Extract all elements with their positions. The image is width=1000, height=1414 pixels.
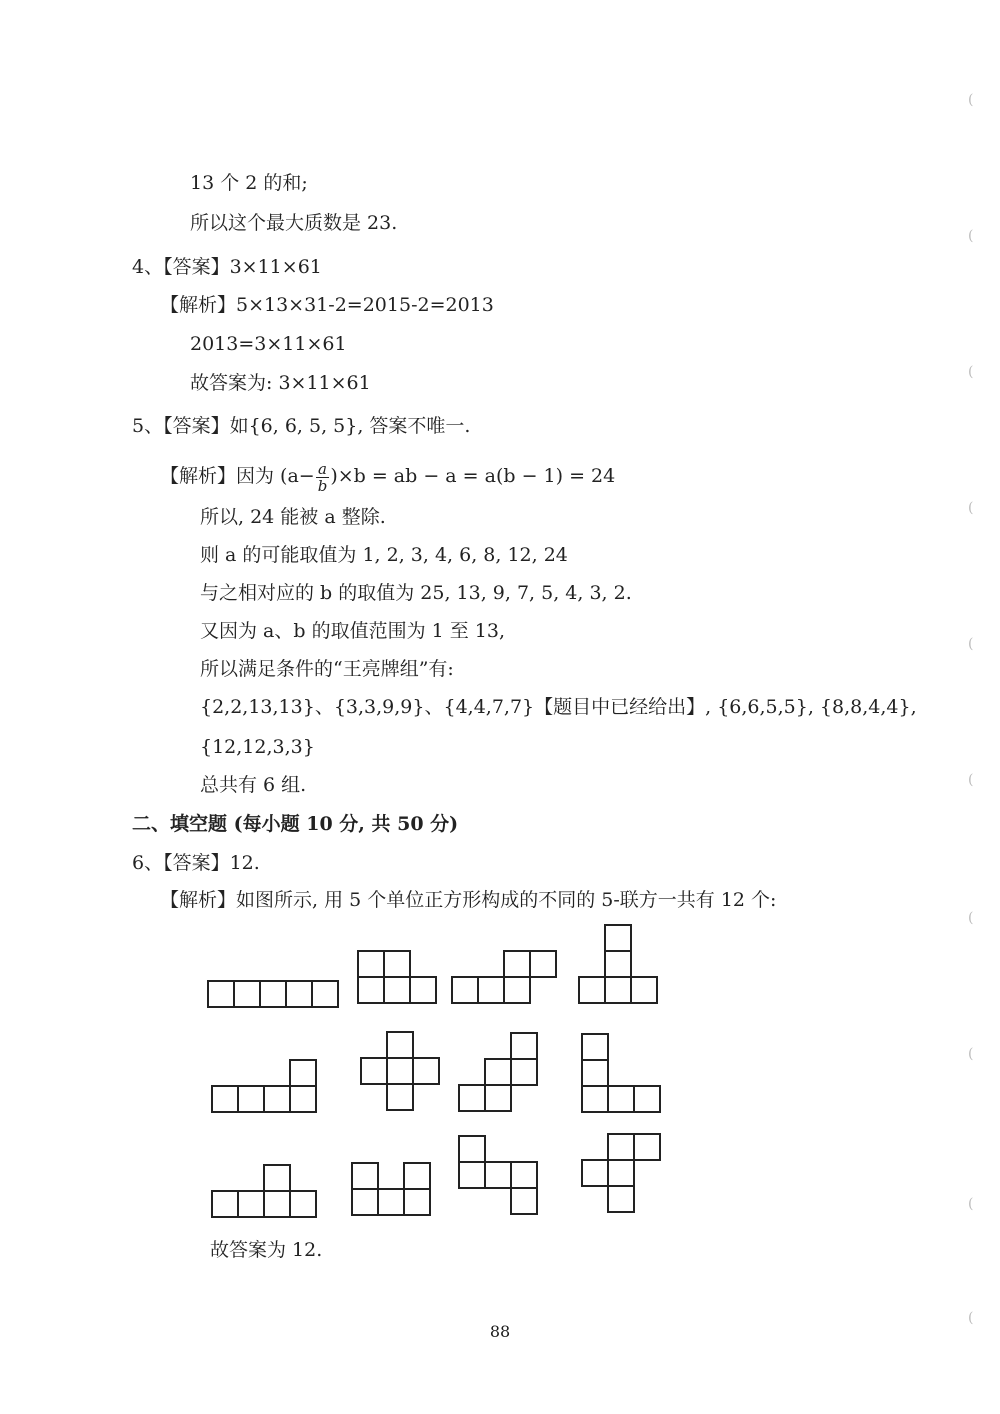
binder-mark: ( xyxy=(968,636,974,652)
pentomino-n xyxy=(452,951,556,1003)
text-line-b-values: 与之相对应的 b 的取值为 25, 13, 9, 7, 5, 4, 3, 2. xyxy=(200,582,632,604)
binder-mark: ( xyxy=(968,500,974,516)
text-line-largest-prime: 所以这个最大质数是 23. xyxy=(190,212,398,234)
binder-mark: ( xyxy=(968,1046,974,1062)
page-number: 88 xyxy=(489,1322,511,1341)
text-line-groups: {2,2,13,13}、{3,3,9,9}、{4,4,7,7}【题目中已经给出】, {6,6,5,5}, {8,8,4,4}, xyxy=(200,696,917,718)
text-line-total: 总共有 6 组. xyxy=(200,774,307,796)
binder-mark: ( xyxy=(968,228,974,244)
pentomino-u xyxy=(352,1163,430,1215)
pentomino-x xyxy=(361,1032,439,1110)
answer-4: 4、【答案】3×11×61 xyxy=(132,256,322,278)
pentomino-w xyxy=(459,1033,537,1111)
formula-prefix: 【解析】因为 (a− xyxy=(160,465,315,487)
text-line-answer-6: 故答案为 12. xyxy=(210,1239,323,1261)
pentomino-y xyxy=(212,1165,316,1217)
formula-suffix: )×b = ab − a = a(b − 1) = 24 xyxy=(330,465,616,487)
text-line-groups-last: {12,12,3,3} xyxy=(200,736,315,758)
analysis-4: 【解析】5×13×31-2=2015-2=2013 xyxy=(160,294,494,316)
pentomino-z xyxy=(459,1136,537,1214)
binder-mark: ( xyxy=(968,1310,974,1326)
pentomino-i xyxy=(208,981,338,1007)
pentomino-l xyxy=(212,1060,316,1112)
text-line-divisible: 所以, 24 能被 a 整除. xyxy=(200,506,386,528)
binder-mark: ( xyxy=(968,92,974,108)
text-line-factorization: 2013=3×11×61 xyxy=(190,333,347,355)
binder-mark: ( xyxy=(968,1196,974,1212)
text-line-answer-4: 故答案为: 3×11×61 xyxy=(190,372,371,394)
pentomino-f xyxy=(582,1134,660,1212)
analysis-6: 【解析】如图所示, 用 5 个单位正方形构成的不同的 5-联方一共有 12 个: xyxy=(160,889,777,911)
binder-mark: ( xyxy=(968,364,974,380)
binder-mark: ( xyxy=(968,910,974,926)
section-heading-fill-blank: 二、填空题 (每小题 10 分, 共 50 分) xyxy=(132,813,459,835)
pentomino-p xyxy=(358,951,436,1003)
text-line-groups-intro: 所以满足条件的“王亮牌组”有: xyxy=(200,658,454,680)
text-line-a-values: 则 a 的可能取值为 1, 2, 3, 4, 6, 8, 12, 24 xyxy=(200,544,568,566)
pentomino-t xyxy=(579,925,657,1003)
formula-numerator: a xyxy=(316,461,330,478)
text-line-sum: 13 个 2 的和; xyxy=(190,172,308,194)
answer-5: 5、【答案】如{6, 6, 5, 5}, 答案不唯一. xyxy=(132,415,471,437)
pentomino-v xyxy=(582,1034,660,1112)
answer-6: 6、【答案】12. xyxy=(132,852,260,874)
text-line-range: 又因为 a、b 的取值范围为 1 至 13, xyxy=(200,620,505,642)
formula-denominator: b xyxy=(317,476,328,495)
binder-mark: ( xyxy=(968,772,974,788)
